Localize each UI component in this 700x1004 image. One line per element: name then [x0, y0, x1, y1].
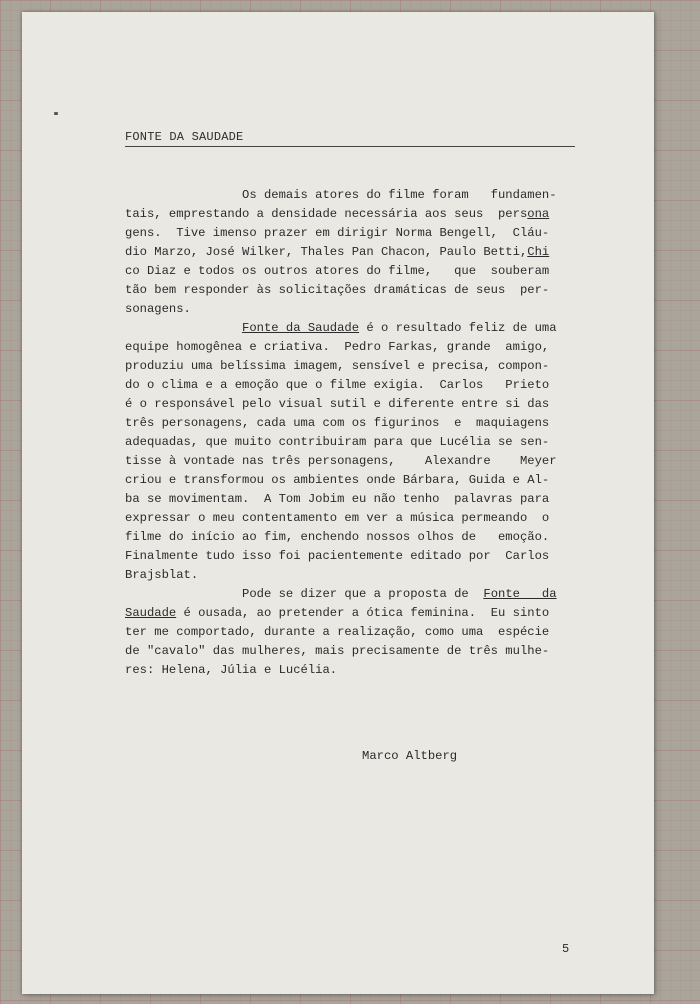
- text-line: filme do início ao fim, enchendo nossos olhos de emoção.: [125, 530, 550, 544]
- text-line: Fonte da Saudade é o resultado feliz de uma: [242, 321, 557, 335]
- text-line: ter me comportado, durante a realização, como uma espécie: [125, 625, 550, 639]
- text-line: expressar o meu contentamento em ver a música permeando o: [125, 511, 550, 525]
- text-line: produziu uma belíssima imagem, sensível e precisa, compon-: [125, 359, 550, 373]
- text-line: tisse à vontade nas três personagens, Alexandre Meyer: [125, 454, 557, 468]
- text-line: tais, emprestando a densidade necessária aos seus persona: [125, 207, 550, 221]
- document-header: FONTE DA SAUDADE: [125, 130, 575, 147]
- page-number: 5: [562, 942, 570, 956]
- ink-mark: [54, 112, 58, 115]
- text-line: sonagens.: [125, 302, 191, 316]
- text-line: tão bem responder às solicitações dramáticas de seus per-: [125, 283, 550, 297]
- text-line: adequadas, que muito contribuiram para que Lucélia se sen-: [125, 435, 550, 449]
- paper-sheet: [22, 12, 654, 994]
- text-line: res: Helena, Júlia e Lucélia.: [125, 663, 338, 677]
- text-line: de "cavalo" das mulheres, mais precisamente de três mulhe-: [125, 644, 550, 658]
- text-line: dio Marzo, José Wilker, Thales Pan Chacon, Paulo Betti,Chi: [125, 245, 550, 259]
- text-line: Pode se dizer que a proposta de Fonte da: [125, 587, 557, 601]
- text-line: Finalmente tudo isso foi pacientemente editado por Carlos: [125, 549, 550, 563]
- text-line: três personagens, cada uma com os figurinos e maquiagens: [125, 416, 550, 430]
- text-line: Saudade é ousada, ao pretender a ótica feminina. Eu sinto: [125, 606, 550, 620]
- text-line: gens. Tive imenso prazer em dirigir Norma Bengell, Cláu-: [125, 226, 550, 240]
- text-line: é o responsável pelo visual sutil e diferente entre si das: [125, 397, 550, 411]
- text-line: equipe homogênea e criativa. Pedro Farkas, grande amigo,: [125, 340, 550, 354]
- text-line: ba se movimentam. A Tom Jobim eu não tenho palavras para: [125, 492, 550, 506]
- text-line: Brajsblat.: [125, 568, 199, 582]
- text-line: Os demais atores do filme foram fundamen-: [125, 188, 557, 202]
- signature: Marco Altberg: [362, 749, 458, 763]
- text-line: do o clima e a emoção que o filme exigia. Carlos Prieto: [125, 378, 550, 392]
- text-line: criou e transformou os ambientes onde Bárbara, Guida e Al-: [125, 473, 550, 487]
- text-line: co Diaz e todos os outros atores do filme, que souberam: [125, 264, 550, 278]
- document-body: [125, 186, 583, 680]
